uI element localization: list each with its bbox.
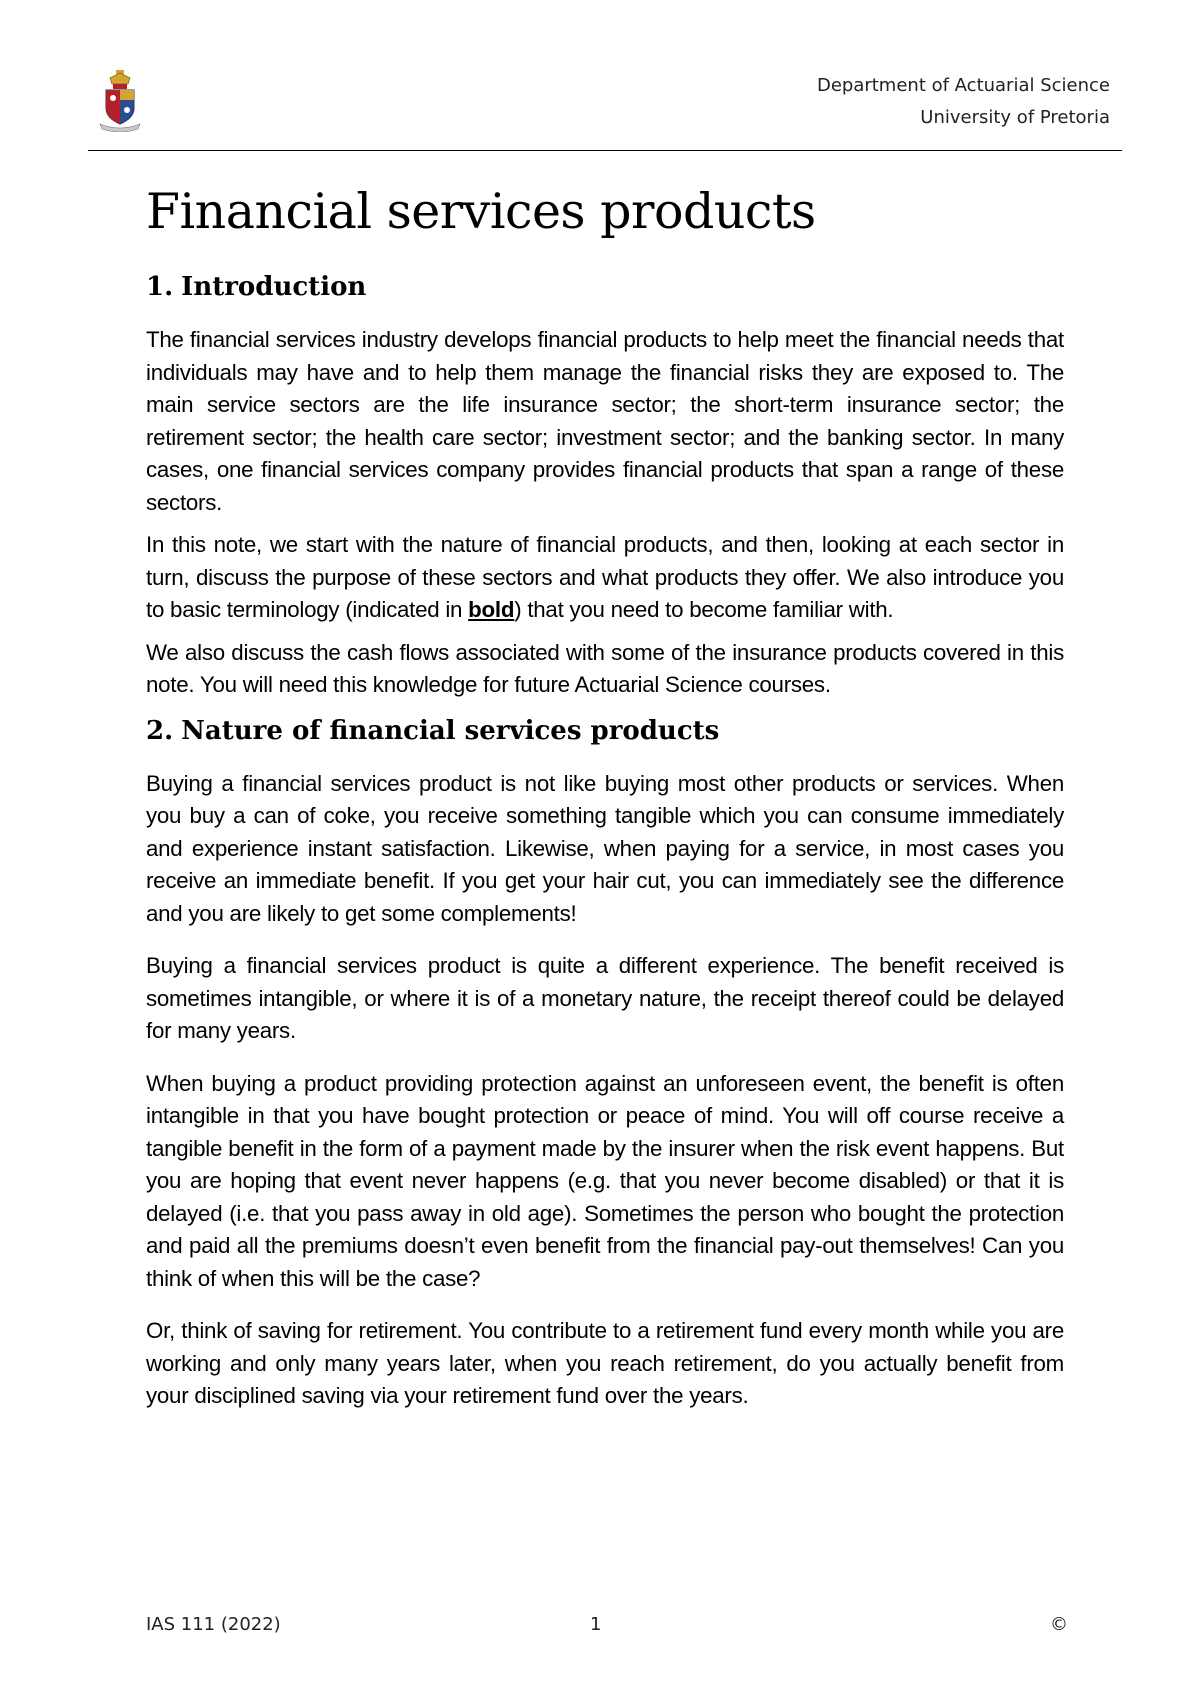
university-crest-icon (96, 68, 144, 132)
page-header (817, 70, 1110, 134)
paragraph: When buying a product providing protection against an unforeseen event, the benefit is often intangible in that you have bought protection or peace of mind. You will off course receive a tangible benefit in the form of a payment made by the insurer when the risk event happens. But you are hoping that event never happens (e.g. that you never become disabled) or that it is delayed (i.e. that you pass away in old age). Sometimes the person who bought the protection and paid all the premiums doesn’t even benefit from the financial pay-out themselves! Can you think of when this will be the case? (146, 1070, 1064, 1291)
section-number: 1. (146, 272, 174, 302)
document-body (146, 180, 1064, 1423)
bold-term-example: bold (468, 597, 515, 622)
paragraph: Buying a financial services product is not like buying most other products or services. When you buy a can of coke, you receive something tangible which you can consume immediately and experience instant satisfaction. Likewise, when paying for a service, in most cases you receive an immediate benefit. If you get your hair cut, you can immediately see the difference and you are likely to get some complements! (146, 770, 1064, 926)
footer-page-number: 1 (590, 1614, 602, 1635)
department-name: Department of Actuarial Science (816, 75, 1110, 96)
section-number: 2. (146, 715, 174, 746)
paragraph: Or, think of saving for retirement. You contribute to a retirement fund every month while you are working and only many years later, when you reach retirement, do you actually benefit from your disciplined saving via your retirement fund over the years. (146, 1318, 1064, 1408)
header-divider (88, 150, 1122, 151)
paragraph (146, 529, 1064, 627)
section-heading-introduction (146, 268, 1064, 306)
document-title: Financial services products (146, 183, 816, 240)
paragraph: The financial services industry develops financial products to help meet the financial needs that individuals may have and to help them manage the financial risks they are exposed to. The main service sectors are the life insurance sector; the short-term insurance sector; the retirement sector; the health care sector; investment sector; and the banking sector. In many cases, one financial services company provides financial products that span a range of these sectors. (146, 327, 1064, 515)
paragraph-text: ) that you need to become familiar with. (514, 597, 894, 622)
section-title: Nature of financial services products (181, 715, 720, 746)
section-heading-nature (146, 712, 1064, 750)
paragraph-text: In this note, we start with the nature of financial products, and then, looking at each sector in turn, discuss the purpose of these sectors and what products they offer. We also introduce you to basic terminology (indicated in (146, 532, 1064, 622)
footer-copyright: © (1050, 1614, 1068, 1635)
section-title: Introduction (181, 272, 367, 302)
paragraph: We also discuss the cash flows associated with some of the insurance products covered in this note. You will need this knowledge for future Actuarial Science courses. (146, 639, 1064, 697)
paragraph: Buying a financial services product is quite a different experience. The benefit received is sometimes intangible, or where it is of a monetary nature, the receipt thereof could be delayed for many years. (146, 953, 1064, 1043)
university-name: University of Pretoria (920, 107, 1110, 128)
footer-course-code: IAS 111 (2022) (146, 1614, 281, 1635)
